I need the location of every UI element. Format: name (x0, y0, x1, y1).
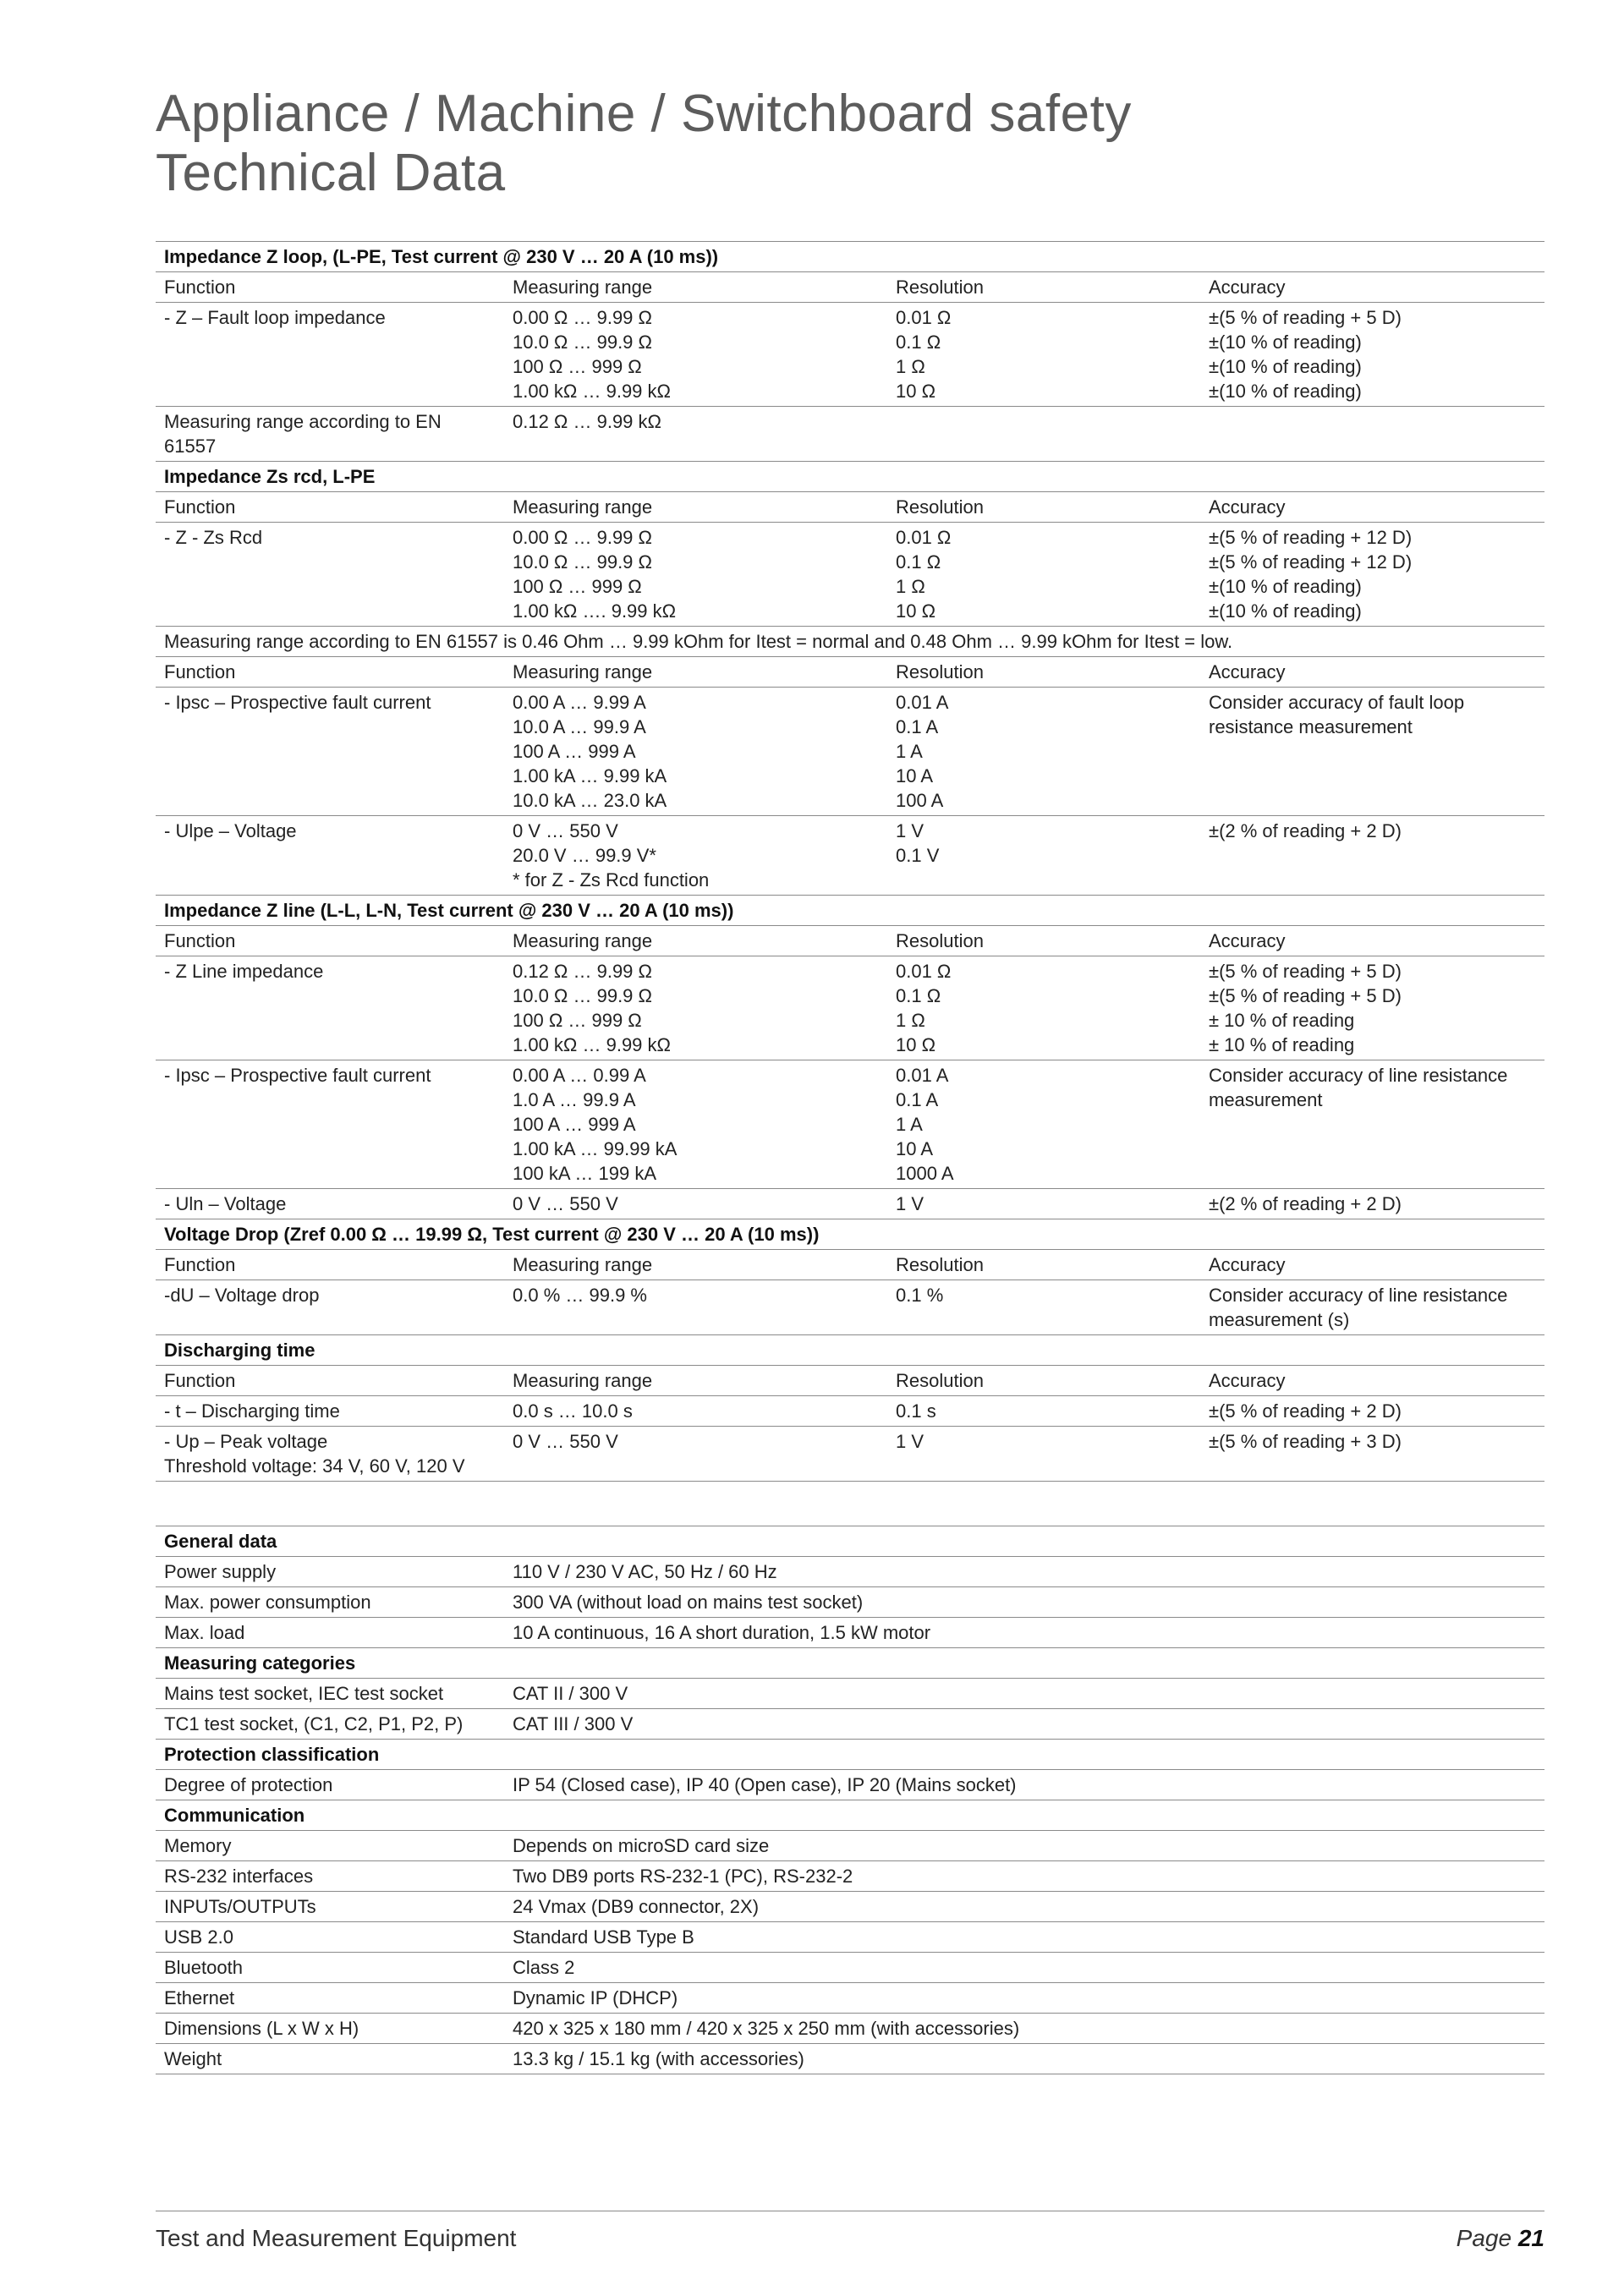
range-cell: 0.0 s … 10.0 s (504, 1396, 887, 1427)
resolution-cell: 0.01 A 0.1 A 1 A 10 A 100 A (887, 688, 1200, 816)
column-header-accuracy: Accuracy (1200, 657, 1544, 688)
page-title-line-2: Technical Data (156, 144, 506, 202)
resolution-cell: 0.01 Ω 0.1 Ω 1 Ω 10 Ω (887, 303, 1200, 407)
function-cell: - t – Discharging time (156, 1396, 504, 1427)
column-header-resolution: Resolution (887, 1250, 1200, 1280)
table-row (156, 1427, 1544, 1482)
accuracy-cell: ±(5 % of reading + 2 D) (1200, 1396, 1544, 1427)
spec-label: Power supply (156, 1557, 504, 1587)
spec-value: IP 54 (Closed case), IP 40 (Open case), IP 20 (Mains socket) (504, 1770, 1544, 1800)
en-range-value: 0.12 Ω … 9.99 kΩ (504, 407, 1544, 462)
spec-value: 300 VA (without load on mains test socket) (504, 1587, 1544, 1618)
page-number: 21 (1517, 2225, 1544, 2251)
spec-value: CAT II / 300 V (504, 1679, 1544, 1709)
general-data-section (156, 1526, 1544, 2074)
column-header-range: Measuring range (504, 492, 887, 523)
table-row (156, 1892, 1544, 1922)
communication-heading-row (156, 1800, 1544, 1831)
column-header-range: Measuring range (504, 272, 887, 303)
table-row (156, 1709, 1544, 1740)
column-header-function: Function (156, 1250, 504, 1280)
page-label: Page (1456, 2225, 1512, 2251)
function-cell: - Ipsc – Prospective fault current (156, 688, 504, 816)
column-header-accuracy: Accuracy (1200, 1250, 1544, 1280)
function-cell: - Up – Peak voltage Threshold voltage: 34 V, 60 V, 120 V (156, 1427, 504, 1482)
range-cell: 0 V … 550 V 20.0 V … 99.9 V* * for Z - Zs Rcd function (504, 816, 887, 896)
range-cell: 0.12 Ω … 9.99 Ω 10.0 Ω … 99.9 Ω 100 Ω … 999 Ω 1.00 kΩ … 9.99 kΩ (504, 956, 887, 1060)
column-header-range: Measuring range (504, 926, 887, 956)
en-range-label: Measuring range according to EN 61557 (156, 407, 504, 462)
table-row (156, 2044, 1544, 2074)
table-row (156, 1060, 1544, 1189)
zline-column-header-row (156, 926, 1544, 956)
column-header-function: Function (156, 657, 504, 688)
zloop-heading-row (156, 242, 1544, 272)
spec-label: Ethernet (156, 1983, 504, 2014)
table-row (156, 1280, 1544, 1335)
communication-heading: Communication (156, 1800, 1544, 1831)
resolution-cell: 0.1 s (887, 1396, 1200, 1427)
page-title (156, 85, 1132, 203)
measuring-categories-heading: Measuring categories (156, 1648, 1544, 1679)
column-header-resolution: Resolution (887, 272, 1200, 303)
resolution-cell: 0.01 A 0.1 A 1 A 10 A 1000 A (887, 1060, 1200, 1189)
page-number-label (1457, 2227, 1544, 2250)
zsrcd-column-header-row-2 (156, 657, 1544, 688)
zline-heading: Impedance Z line (L-L, L-N, Test current @ 230 V … 20 A (10 ms)) (156, 896, 1544, 926)
spec-label: Max. power consumption (156, 1587, 504, 1618)
spec-value: 13.3 kg / 15.1 kg (with accessories) (504, 2044, 1544, 2074)
range-cell: 0.00 Ω … 9.99 Ω 10.0 Ω … 99.9 Ω 100 Ω … 999 Ω 1.00 kΩ … 9.99 kΩ (504, 303, 887, 407)
spec-value: 10 A continuous, 16 A short duration, 1.5 kW motor (504, 1618, 1544, 1648)
spec-value: 420 x 325 x 180 mm / 420 x 325 x 250 mm (with accessories) (504, 2014, 1544, 2044)
range-cell: 0.00 A … 9.99 A 10.0 A … 99.9 A 100 A … 999 A 1.00 kA … 9.99 kA 10.0 kA … 23.0 kA (504, 688, 887, 816)
column-header-range: Measuring range (504, 1366, 887, 1396)
range-cell: 0.0 % … 99.9 % (504, 1280, 887, 1335)
accuracy-cell: Consider accuracy of fault loop resistance measurement (1200, 688, 1544, 816)
accuracy-cell: ±(5 % of reading + 12 D) ±(5 % of reading + 12 D) ±(10 % of reading) ±(10 % of reading) (1200, 523, 1544, 627)
table-row (156, 1587, 1544, 1618)
function-cell: - Uln – Voltage (156, 1189, 504, 1219)
table-row (156, 407, 1544, 462)
table-row (156, 1922, 1544, 1953)
zloop-column-header-row (156, 272, 1544, 303)
table-row (156, 303, 1544, 407)
table-row (156, 1679, 1544, 1709)
column-header-resolution: Resolution (887, 657, 1200, 688)
zloop-heading: Impedance Z loop, (L-PE, Test current @ 230 V … 20 A (10 ms)) (156, 242, 1544, 272)
column-header-range: Measuring range (504, 1250, 887, 1280)
spec-value: Dynamic IP (DHCP) (504, 1983, 1544, 2014)
table-row (156, 956, 1544, 1060)
accuracy-cell: ±(2 % of reading + 2 D) (1200, 1189, 1544, 1219)
spec-label: USB 2.0 (156, 1922, 504, 1953)
range-cell: 0 V … 550 V (504, 1427, 887, 1482)
table-row (156, 1983, 1544, 2014)
vdrop-heading: Voltage Drop (Zref 0.00 Ω … 19.99 Ω, Test current @ 230 V … 20 A (10 ms)) (156, 1219, 1544, 1250)
footer-section-title: Test and Measurement Equipment (156, 2225, 517, 2251)
technical-data-section (156, 241, 1544, 1482)
table-row (156, 1396, 1544, 1427)
spec-label: Bluetooth (156, 1953, 504, 1983)
page-title-line-1: Appliance / Machine / Switchboard safety (156, 85, 1132, 143)
table-row (156, 1770, 1544, 1800)
function-cell: - Ulpe – Voltage (156, 816, 504, 896)
zline-heading-row (156, 896, 1544, 926)
vdrop-column-header-row (156, 1250, 1544, 1280)
spec-label: Max. load (156, 1618, 504, 1648)
table-row (156, 2014, 1544, 2044)
spec-value: Standard USB Type B (504, 1922, 1544, 1953)
vdrop-heading-row (156, 1219, 1544, 1250)
zsrcd-column-header-row (156, 492, 1544, 523)
table-row (156, 816, 1544, 896)
function-cell: - Z – Fault loop impedance (156, 303, 504, 407)
zsrcd-heading-row (156, 462, 1544, 492)
column-header-accuracy: Accuracy (1200, 492, 1544, 523)
resolution-cell: 1 V 0.1 V (887, 816, 1200, 896)
column-header-resolution: Resolution (887, 926, 1200, 956)
function-cell: - Ipsc – Prospective fault current (156, 1060, 504, 1189)
column-header-resolution: Resolution (887, 492, 1200, 523)
column-header-range: Measuring range (504, 657, 887, 688)
resolution-cell: 1 V (887, 1189, 1200, 1219)
spec-value: Two DB9 ports RS-232-1 (PC), RS-232-2 (504, 1861, 1544, 1892)
table-row (156, 627, 1544, 657)
range-cell: 0 V … 550 V (504, 1189, 887, 1219)
accuracy-cell: Consider accuracy of line resistance measurement (1200, 1060, 1544, 1189)
accuracy-cell: ±(5 % of reading + 3 D) (1200, 1427, 1544, 1482)
discharge-heading: Discharging time (156, 1335, 1544, 1366)
column-header-resolution: Resolution (887, 1366, 1200, 1396)
column-header-accuracy: Accuracy (1200, 272, 1544, 303)
page-footer (156, 2211, 1544, 2262)
resolution-cell: 0.01 Ω 0.1 Ω 1 Ω 10 Ω (887, 956, 1200, 1060)
accuracy-cell: ±(2 % of reading + 2 D) (1200, 816, 1544, 896)
spec-value: 24 Vmax (DB9 connector, 2X) (504, 1892, 1544, 1922)
column-header-function: Function (156, 926, 504, 956)
function-cell: - Z Line impedance (156, 956, 504, 1060)
general-heading: General data (156, 1526, 1544, 1557)
spec-value: Depends on microSD card size (504, 1831, 1544, 1861)
accuracy-cell: ±(5 % of reading + 5 D) ±(5 % of reading + 5 D) ± 10 % of reading ± 10 % of reading (1200, 956, 1544, 1060)
resolution-cell: 0.1 % (887, 1280, 1200, 1335)
spec-label: TC1 test socket, (C1, C2, P1, P2, P) (156, 1709, 504, 1740)
measuring-categories-heading-row (156, 1648, 1544, 1679)
resolution-cell: 1 V (887, 1427, 1200, 1482)
table-row (156, 688, 1544, 816)
range-cell: 0.00 Ω … 9.99 Ω 10.0 Ω … 99.9 Ω 100 Ω … 999 Ω 1.00 kΩ …. 9.99 kΩ (504, 523, 887, 627)
table-row (156, 1953, 1544, 1983)
spec-label: Degree of protection (156, 1770, 504, 1800)
spec-label: Memory (156, 1831, 504, 1861)
accuracy-cell: Consider accuracy of line resistance measurement (s) (1200, 1280, 1544, 1335)
spec-label: Dimensions (L x W x H) (156, 2014, 504, 2044)
table-row (156, 1189, 1544, 1219)
table-row (156, 1861, 1544, 1892)
table-row (156, 1618, 1544, 1648)
spec-label: INPUTs/OUTPUTs (156, 1892, 504, 1922)
range-cell: 0.00 A … 0.99 A 1.0 A … 99.9 A 100 A … 999 A 1.00 kA … 99.99 kA 100 kA … 199 kA (504, 1060, 887, 1189)
resolution-cell: 0.01 Ω 0.1 Ω 1 Ω 10 Ω (887, 523, 1200, 627)
table-row (156, 523, 1544, 627)
column-header-accuracy: Accuracy (1200, 1366, 1544, 1396)
table-row (156, 1557, 1544, 1587)
accuracy-cell: ±(5 % of reading + 5 D) ±(10 % of reading) ±(10 % of reading) ±(10 % of reading) (1200, 303, 1544, 407)
protection-heading-row (156, 1740, 1544, 1770)
spec-value: CAT III / 300 V (504, 1709, 1544, 1740)
function-cell: - Z - Zs Rcd (156, 523, 504, 627)
discharge-column-header-row (156, 1366, 1544, 1396)
function-cell: -dU – Voltage drop (156, 1280, 504, 1335)
protection-heading: Protection classification (156, 1740, 1544, 1770)
table-row (156, 1831, 1544, 1861)
general-data-table (156, 1526, 1544, 2074)
spec-value: 110 V / 230 V AC, 50 Hz / 60 Hz (504, 1557, 1544, 1587)
en-range-note: Measuring range according to EN 61557 is 0.46 Ohm … 9.99 kOhm for Itest = normal and 0.48 Ohm … 9.99 kOhm for Itest = low. (156, 627, 1544, 657)
spec-value: Class 2 (504, 1953, 1544, 1983)
discharge-heading-row (156, 1335, 1544, 1366)
column-header-function: Function (156, 272, 504, 303)
column-header-function: Function (156, 492, 504, 523)
column-header-accuracy: Accuracy (1200, 926, 1544, 956)
column-header-function: Function (156, 1366, 504, 1396)
spec-label: RS-232 interfaces (156, 1861, 504, 1892)
technical-data-table (156, 241, 1544, 1482)
general-heading-row (156, 1526, 1544, 1557)
zsrcd-heading: Impedance Zs rcd, L-PE (156, 462, 1544, 492)
spec-label: Weight (156, 2044, 504, 2074)
spec-label: Mains test socket, IEC test socket (156, 1679, 504, 1709)
